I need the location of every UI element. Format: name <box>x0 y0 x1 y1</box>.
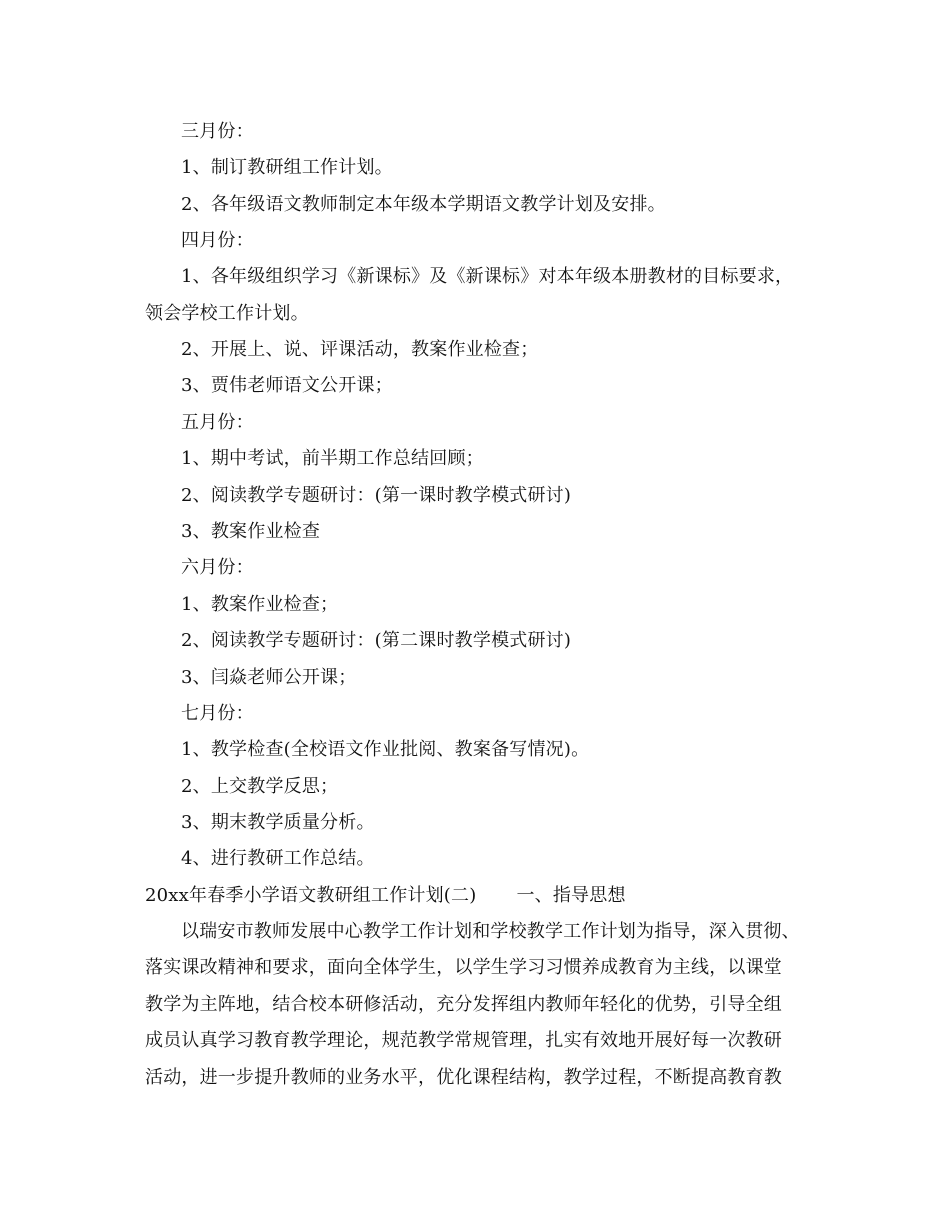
month-heading-may: 五月份： <box>181 412 254 433</box>
list-item: 1、教学检查(全校语文作业批阅、教案备写情况)。 <box>181 739 590 760</box>
list-item: 4、进行教研工作总结。 <box>181 848 375 869</box>
list-item: 2、开展上、说、评课活动，教案作业检查； <box>181 339 539 360</box>
title-line <box>145 884 626 908</box>
list-item: 1、教案作业检查； <box>181 594 339 615</box>
list-item: 3、期末教学质量分析。 <box>181 812 375 833</box>
list-item: 2、阅读教学专题研讨：(第一课时教学模式研讨) <box>181 485 572 506</box>
list-item: 1、各年级组织学习《新课标》及《新课标》对本年级本册教材的目标要求， <box>181 266 794 287</box>
paragraph-line: 活动，进一步提升教师的业务水平，优化课程结构，教学过程，不断提高教育教 <box>145 1067 782 1088</box>
month-heading-june: 六月份： <box>181 557 254 578</box>
list-item: 1、制订教研组工作计划。 <box>181 157 393 178</box>
month-heading-march: 三月份： <box>181 121 254 142</box>
paragraph-line: 落实课改精神和要求，面向全体学生，以学生学习习惯养成教育为主线，以课堂 <box>145 957 782 978</box>
list-item: 2、阅读教学专题研讨：(第二课时教学模式研讨) <box>181 630 572 651</box>
list-item: 3、贾伟老师语文公开课； <box>181 375 393 396</box>
paragraph-line: 教学为主阵地，结合校本研修活动，充分发挥组内教师年轻化的优势，引导全组 <box>145 994 782 1015</box>
document-title: 20xx年春季小学语文教研组工作计划(二) <box>145 885 477 906</box>
month-heading-april: 四月份： <box>181 230 254 251</box>
list-item-continuation: 领会学校工作计划。 <box>145 303 309 324</box>
list-item: 1、期中考试，前半期工作总结回顾； <box>181 448 484 469</box>
paragraph-line: 以瑞安市教师发展中心教学工作计划和学校教学工作计划为指导，深入贯彻、 <box>181 921 800 942</box>
list-item: 2、各年级语文教师制定本年级本学期语文教学计划及安排。 <box>181 194 666 215</box>
paragraph-line: 成员认真学习教育教学理论，规范教学常规管理，扎实有效地开展好每一次教研 <box>145 1030 782 1051</box>
list-item: 3、教案作业检查 <box>181 521 321 542</box>
list-item: 2、上交教学反思； <box>181 776 339 797</box>
list-item: 3、闫焱老师公开课； <box>181 667 357 688</box>
section-heading: 一、指导思想 <box>516 885 626 906</box>
month-heading-july: 七月份： <box>181 703 254 724</box>
